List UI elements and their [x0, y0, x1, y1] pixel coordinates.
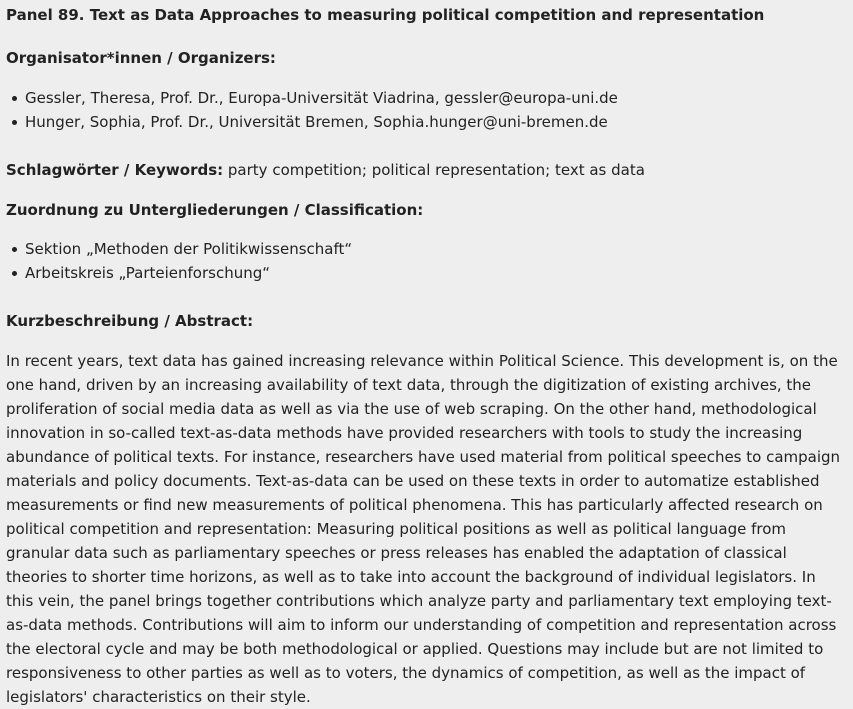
classification-heading: Zuordnung zu Untergliederungen / Classification: — [6, 201, 424, 219]
organizers-list — [6, 86, 847, 134]
panel-title: Panel 89. Text as Data Approaches to measuring political competition and representation — [6, 6, 765, 24]
keywords-value: party competition; political representation; text as data — [223, 161, 645, 179]
organizer-item: Gessler, Theresa, Prof. Dr., Europa-Universität Viadrina, gessler@europa-uni.de — [6, 86, 847, 110]
keywords-line — [6, 158, 847, 182]
keywords-label: Schlagwörter / Keywords: — [6, 161, 224, 179]
abstract-text: In recent years, text data has gained increasing relevance within Political Science. This development is, on the one hand, driven by an increasing availability of text data, through the digitization of existing archives, the proliferation of social media data as well as via the use of web scraping. On the other hand, methodological innovation in so-called text-as-data methods have provided researchers with tools to study the increasing abundance of political texts. For instance, researchers have used material from political speeches to campaign materials and policy documents. Text-as-data can be used on these texts in order to automatize established measurements or find new measurements of political phenomena. This has particularly affected research on political competition and representation: Measuring political positions as well as political language from granular data such as parliamentary speeches or press releases has enabled the adaptation of classical theories to shorter time horizons, as well as to take into account the background of individual legislators. In this vein, the panel brings together contributions which analyze party and parliamentary text employing text-as-data methods. Contributions will aim to inform our understanding of competition and representation across the electoral cycle and may be both methodological or applied. Questions may include but are not limited to responsiveness to other parties as well as to voters, the dynamics of competition, as well as the impact of legislators' characteristics on their style. — [6, 352, 841, 706]
organizer-item: Hunger, Sophia, Prof. Dr., Universität Bremen, Sophia.hunger@uni-bremen.de — [6, 110, 847, 134]
classification-item: Arbeitskreis „Parteienforschung“ — [6, 261, 847, 285]
organizers-heading: Organisator*innen / Organizers: — [6, 49, 276, 67]
abstract-heading: Kurzbeschreibung / Abstract: — [6, 312, 254, 330]
classification-list — [6, 237, 847, 285]
classification-item: Sektion „Methoden der Politikwissenschaft“ — [6, 237, 847, 261]
